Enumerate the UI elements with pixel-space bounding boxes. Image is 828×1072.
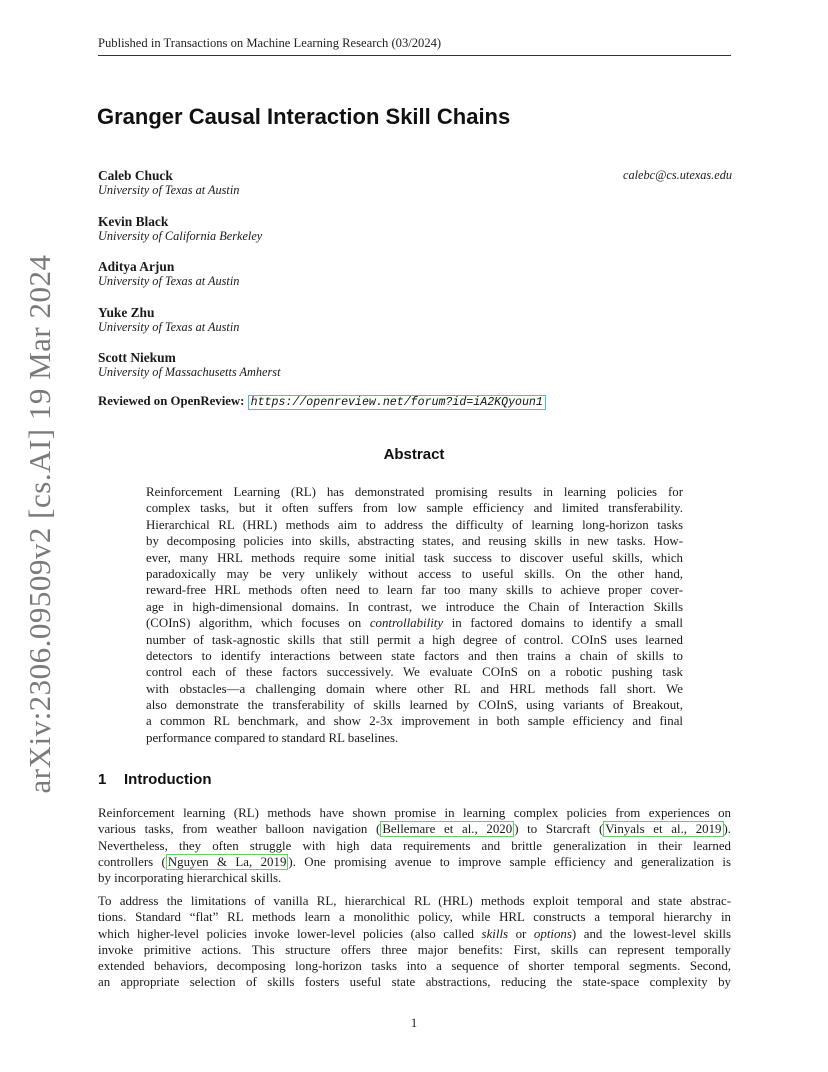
paragraph-line	[98, 821, 731, 837]
abstract-line	[146, 615, 683, 631]
abstract-text: (COInS) algorithm, which focuses on	[146, 616, 362, 631]
abstract-line: ever, many HRL methods require some initial task success to discover useful skills, which	[146, 550, 683, 565]
openreview-label: Reviewed on OpenReview:	[98, 394, 245, 408]
abstract-line: Reinforcement Learning (RL) has demonstrated promising results in learning policies for	[146, 485, 683, 499]
arxiv-identifier: arXiv:2306.09509v2 [cs.AI] 19 Mar 2024	[22, 254, 57, 794]
text-run: ) to Starcraft (	[514, 822, 604, 837]
abstract-heading: Abstract	[383, 446, 445, 463]
abstract-line: control each of these factors successively. We evaluate COInS on a robotic pushing task	[146, 665, 683, 680]
openreview-line	[98, 394, 546, 409]
abstract-line: paradoxically may be very unlikely without access to useful skills. On the other hand,	[146, 566, 683, 581]
abstract-emphasis: controllability	[369, 616, 444, 631]
author-affiliation: University of Texas at Austin	[98, 274, 240, 288]
citation-link[interactable]: Vinyals et al., 2019	[605, 822, 722, 837]
abstract-line: complex tasks, but it often suffers from low sample efficiency and limited transferability.	[146, 501, 683, 516]
abstract-text: in factored domains to identify a small	[443, 616, 683, 631]
text-run: various tasks, from weather balloon navigation (	[98, 822, 381, 837]
author-affiliation: University of Texas at Austin	[98, 320, 240, 334]
author-block	[98, 305, 732, 335]
author-affiliation: University of Massachusetts Amherst	[98, 365, 281, 379]
openreview-link[interactable]: https://openreview.net/forum?id=iA2KQyoun1	[248, 395, 546, 410]
emphasis: options	[533, 926, 572, 941]
author-block	[98, 350, 732, 380]
author-name: Yuke Zhu	[98, 305, 155, 320]
paragraph-line: by incorporating hierarchical skills.	[98, 871, 282, 886]
abstract-line: Hierarchical RL (HRL) methods aim to address the difficulty of learning long-horizon tasks	[146, 517, 683, 532]
author-name: Aditya Arjun	[98, 259, 175, 274]
abstract-line: age in high-dimensional domains. In contrast, we introduce the Chain of Interaction Skills	[146, 599, 683, 614]
journal-header: Published in Transactions on Machine Learning Research (03/2024)	[98, 36, 731, 56]
emphasis: skills	[481, 926, 509, 941]
citation-link[interactable]: Nguyen & La, 2019	[167, 854, 287, 869]
author-block	[98, 259, 732, 289]
paragraph-line: extended behaviors, decomposing long-horizon tasks into a sequence of shorter temporal segments. Second,	[98, 959, 731, 974]
text-run: ). One promising avenue to improve sample efficiency and generalization is	[288, 854, 732, 869]
text-run: which higher-level policies invoke lower-level policies (also called	[98, 926, 482, 941]
author-block	[98, 214, 732, 244]
paragraph-line: Reinforcement learning (RL) methods have shown promise in learning complex policies from experiences on	[98, 806, 731, 820]
intro-paragraph-1	[98, 805, 731, 886]
paragraph-line: To address the limitations of vanilla RL, hierarchical RL (HRL) methods exploit temporal and state abstrac-	[98, 894, 731, 908]
abstract-body	[146, 484, 683, 746]
author-name: Kevin Black	[98, 214, 169, 229]
author-affiliation: University of California Berkeley	[98, 229, 263, 243]
paragraph-line: tions. Standard “flat” RL methods learn a monolithic policy, while HRL constructs a temporal hierarchy in	[98, 910, 731, 925]
abstract-line: by decomposing policies into skills, abstracting states, and reusing skills in new tasks. How-	[146, 534, 683, 549]
text-run: or	[508, 926, 534, 941]
abstract-line: with obstacles—a challenging domain where other RL and HRL methods fall short. We	[146, 681, 683, 696]
author-block	[98, 168, 732, 198]
author-email[interactable]: calebc@cs.utexas.edu	[623, 168, 732, 182]
abstract-line: reward-free HRL methods often need to learn far too many skills to achieve proper cover-	[146, 583, 683, 598]
author-name: Scott Niekum	[98, 350, 176, 365]
page-number: 1	[410, 1016, 418, 1030]
intro-paragraph-2	[98, 893, 731, 991]
author-affiliation: University of Texas at Austin	[98, 183, 240, 197]
paragraph-line	[98, 854, 731, 870]
abstract-line: performance compared to standard RL baselines.	[146, 730, 399, 745]
text-run: ) and the lowest-level skills	[571, 926, 732, 941]
abstract-line: also demonstrate the transferability of skills learned by COInS, using variants of Breakout,	[146, 698, 683, 713]
text-run: controllers (	[98, 854, 166, 869]
paragraph-line: Nevertheless, they often struggle with high data requirements and brittle generalization in their learned	[98, 838, 731, 853]
paragraph-line	[98, 926, 731, 942]
section-number: 1	[98, 771, 107, 788]
abstract-line: a common RL benchmark, and show 2-3x improvement in both sample efficiency and final	[146, 714, 683, 729]
paper-title: Granger Causal Interaction Skill Chains	[97, 104, 511, 129]
section-heading	[98, 771, 211, 788]
abstract-line: number of task-agnostic skills that still permit a high degree of control. COInS uses learned	[146, 632, 683, 647]
text-run: ).	[723, 822, 732, 837]
citation-link[interactable]: Bellemare et al., 2020	[382, 822, 513, 837]
author-name: Caleb Chuck	[98, 168, 173, 183]
paragraph-line: invoke primitive actions. This structure offers three major benefits: First, skills can represent temporally	[98, 942, 731, 957]
section-title: Introduction	[124, 771, 212, 788]
paragraph-line: an appropriate selection of skills fosters useful state abstractions, reducing the state-space complexity by	[98, 975, 731, 990]
abstract-line: detectors to identify interactions between state factors and then trains a chain of skills to	[146, 648, 683, 663]
